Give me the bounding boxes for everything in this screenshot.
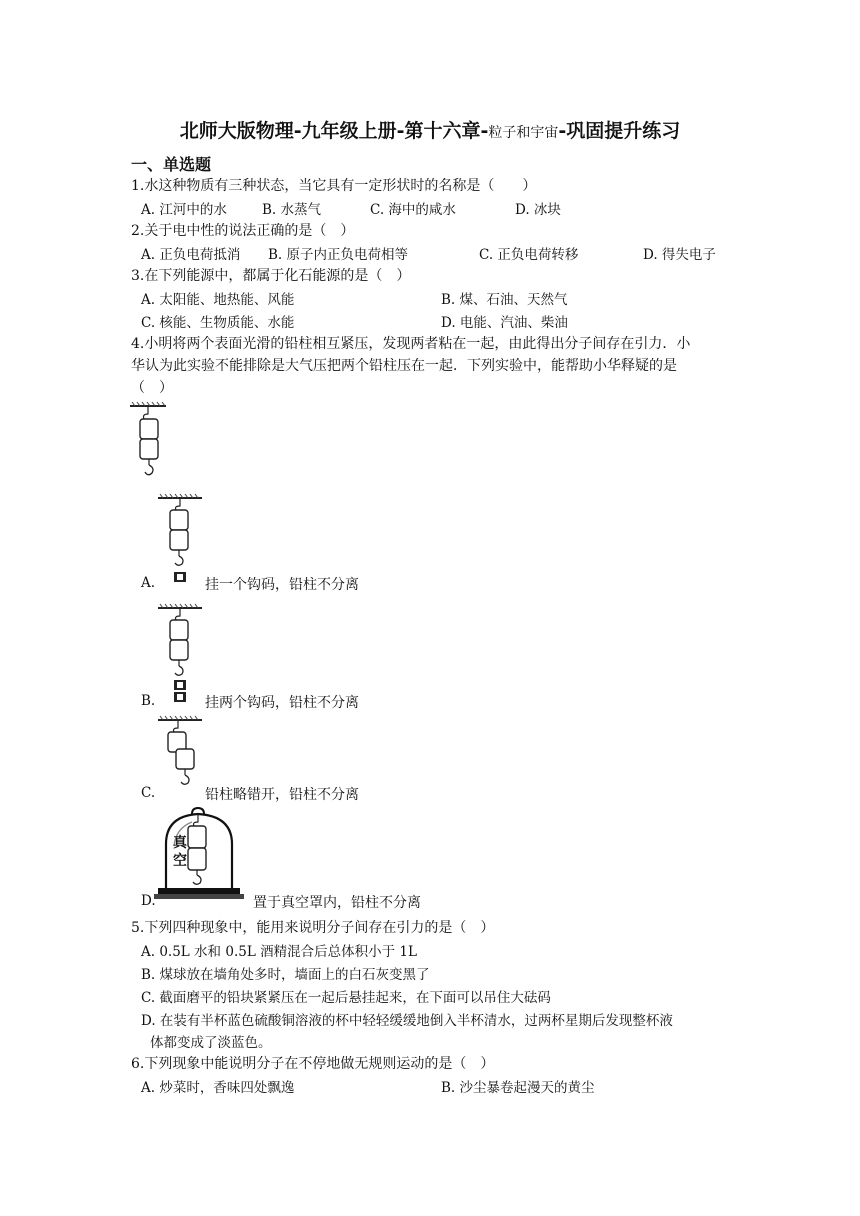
question-3-option-a: A. 太阳能、地热能、风能	[141, 292, 295, 308]
question-4-stem-line-2: 华认为此实验不能排除是大气压把两个铅柱压在一起．下列实验中，能帮助小华释疑的是	[131, 358, 677, 374]
question-1-option-b: B. 水蒸气	[262, 202, 322, 218]
question-4-option-b-letter: B.	[141, 693, 156, 709]
question-4-option-a-letter: A.	[141, 575, 156, 591]
question-4-option-d-letter: D.	[141, 893, 156, 909]
question-4-option-c-text: 铅柱略错开，铅柱不分离	[205, 787, 359, 803]
title-part-3: -巩固提升练习	[558, 120, 681, 142]
question-1-option-d: D. 冰块	[515, 202, 561, 218]
question-5-option-d-line-1: D. 在装有半杯蓝色硫酸铜溶液的杯中轻轻缓缓地倒入半杯清水，过两杯星期后发现整杯液	[141, 1013, 673, 1029]
question-4-stem-line-3: （ ）	[131, 380, 173, 396]
option-c-figure	[156, 716, 206, 800]
bell-jar-label-2: 空	[173, 853, 187, 869]
section-heading: 一、单选题	[131, 155, 212, 174]
question-6-option-b: B. 沙尘暴卷起漫天的黄尘	[441, 1080, 595, 1096]
question-5-stem: 5.下列四种现象中，能用来说明分子间存在引力的是（ ）	[131, 920, 495, 936]
question-5-option-d-line-2: 体都变成了淡蓝色。	[150, 1035, 272, 1051]
question-3-option-d: D. 电能、汽油、柴油	[441, 315, 568, 331]
question-6-option-a: A. 炒菜时，香味四处飘逸	[141, 1080, 295, 1096]
option-d-bell-jar-figure	[152, 808, 252, 906]
option-a-figure	[156, 494, 206, 590]
question-2-option-a: A. 正负电荷抵消	[141, 247, 241, 263]
title-part-2: 粒子和宇宙	[488, 125, 559, 141]
lead-cylinders-figure	[128, 402, 188, 484]
question-2-option-d: D. 得失电子	[643, 247, 716, 263]
question-5-option-b: B. 煤球放在墙角处多时，墙面上的白石灰变黑了	[141, 967, 430, 983]
question-4-option-c-letter: C.	[141, 785, 156, 801]
question-6-stem: 6.下列现象中能说明分子在不停地做无规则运动的是（ ）	[131, 1056, 495, 1072]
question-2-stem: 2.关于电中性的说法正确的是（ ）	[131, 223, 355, 239]
question-1-option-c: C. 海中的咸水	[370, 202, 456, 218]
page-title	[0, 116, 860, 143]
question-3-option-b: B. 煤、石油、天然气	[441, 292, 568, 308]
question-5-option-c: C. 截面磨平的铅块紧紧压在一起后悬挂起来，在下面可以吊住大砝码	[141, 990, 551, 1006]
question-1-stem: 1.水这种物质有三种状态，当它具有一定形状时的名称是（ ）	[131, 178, 537, 194]
question-4-option-b-text: 挂两个钩码，铅柱不分离	[205, 695, 359, 711]
question-2-option-b: B. 原子内正负电荷相等	[268, 247, 409, 263]
question-3-option-c: C. 核能、生物质能、水能	[141, 315, 295, 331]
title-part-1: 北师大版物理-九年级上册-第十六章-	[179, 120, 489, 142]
question-5-option-a: A. 0.5L 水和 0.5L 酒精混合后总体积小于 1L	[141, 944, 417, 960]
question-4-option-d-text: 置于真空罩内，铅柱不分离	[253, 895, 421, 911]
bell-jar-label-1: 真	[173, 835, 187, 851]
option-b-figure	[156, 604, 206, 708]
question-4-option-a-text: 挂一个钩码，铅柱不分离	[205, 577, 359, 593]
question-4-stem-line-1: 4.小明将两个表面光滑的铅柱相互紧压，发现两者粘在一起，由此得出分子间存在引力．小	[131, 336, 691, 352]
question-3-stem: 3.在下列能源中，都属于化石能源的是（ ）	[131, 268, 411, 284]
question-2-option-c: C. 正负电荷转移	[479, 247, 579, 263]
question-1-option-a: A. 江河中的水	[141, 202, 227, 218]
